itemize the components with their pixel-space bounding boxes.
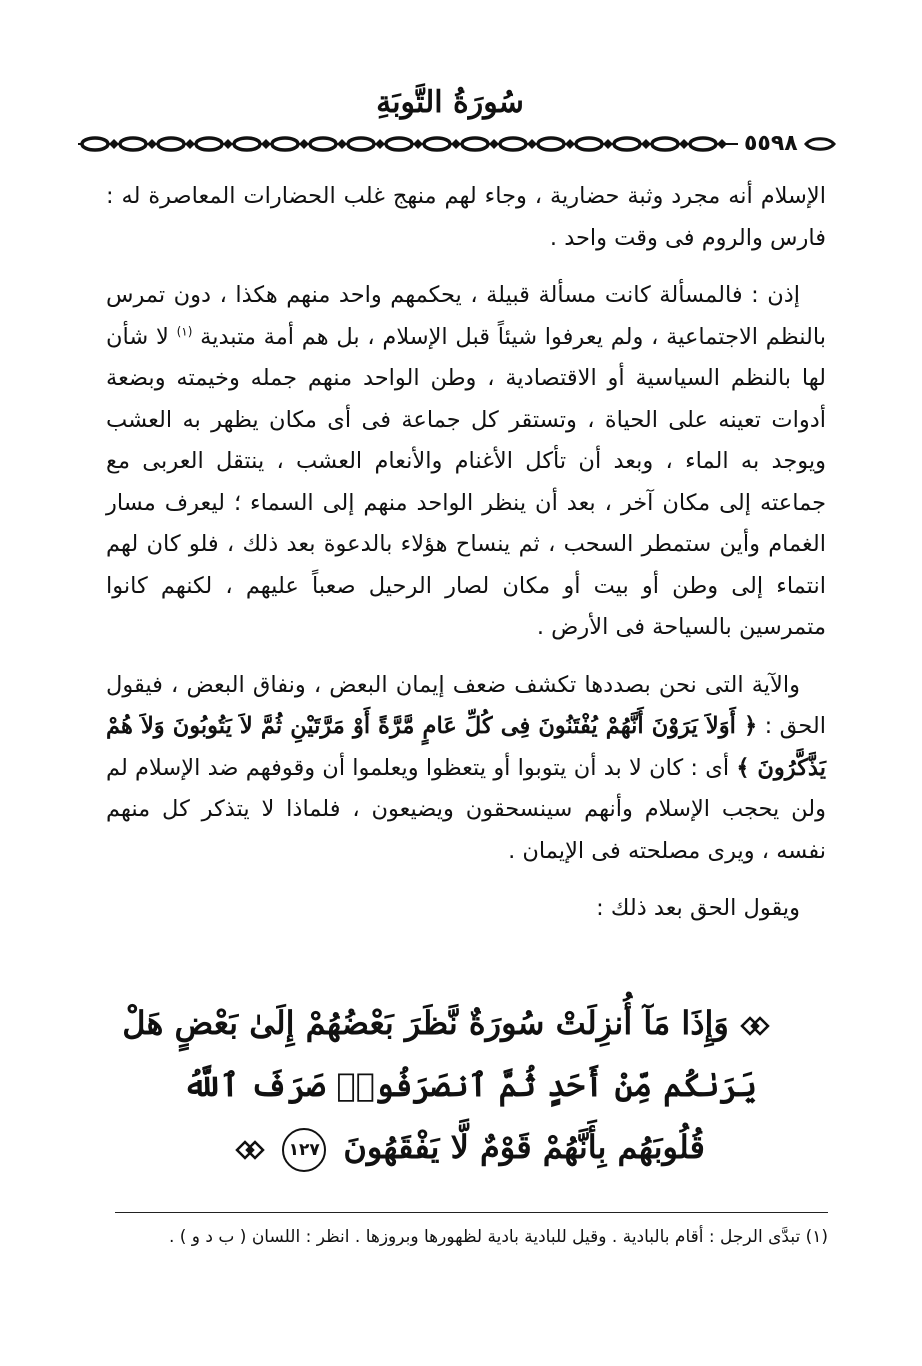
chain-link [576, 138, 602, 150]
chain-diamond [337, 139, 347, 149]
verse-end-ornament-icon [235, 1138, 265, 1162]
verse-line-2: يَرَىٰكُم مِّنْ أَحَدٍ ثُمَّ ٱنصَرَفُوا۟ صَرَفَ ٱللَّهُ [183, 1066, 757, 1104]
chain-diamond [261, 139, 271, 149]
chain-diamond [679, 139, 689, 149]
chain-diamond [185, 139, 195, 149]
chain-link [386, 138, 412, 150]
chain-diamond [641, 139, 651, 149]
decorative-chain-rule [78, 134, 738, 154]
chain-link [538, 138, 564, 150]
quran-verse-block [122, 992, 770, 1178]
footnote-divider [115, 1212, 828, 1213]
main-text [106, 176, 826, 930]
chain-diamond [717, 139, 727, 149]
chain-link [158, 138, 184, 150]
paragraph-1: الإسلام أنه مجرد وثبة حضارية ، وجاء لهم منهج غلب الحضارات المعاصرة له : فارس والروم فى وقت واحد . [106, 183, 826, 251]
surah-header [300, 78, 600, 128]
surah-title: سُورَةُ التَّوبَةِ [376, 85, 524, 120]
chain-link [690, 138, 716, 150]
chain-link [652, 138, 678, 150]
verse-line-1-text: وَإِذَا مَآ أُنزِلَتْ سُورَةٌ نَّظَرَ بَعْضُهُمْ إِلَىٰ بَعْضٍ هَلْ [122, 1004, 729, 1042]
chain-diamond [147, 139, 157, 149]
chain-link [614, 138, 640, 150]
paragraph-4: ويقول الحق بعد ذلك : [596, 895, 800, 921]
chain-link [120, 138, 146, 150]
chain-link [234, 138, 260, 150]
page-number: ٥٥٩٨ [744, 131, 798, 156]
chain-diamond [603, 139, 613, 149]
paragraph-2-text-b: لا شأن لها بالنظم السياسية أو الاقتصادية ، وطن الواحد منهم جمله وخيمته وبضعة أدوات تعينه على الحياة ، وتستقر كل جماعة فى أى مكان يظهر به العشب ويوجد به الماء ، وبعد أن تأكل الأغنام والأنعام العشب ، ينتقل العربى مع جماعته إلى مكان آخر ، بعد أن ينظر الواحد منهم إلى السماء ؛ ليعرف مسار الغمام وأين ستمطر السحب ، ثم ينساح هؤلاء بالدعوة بعد ذلك ، فلو كان لهم انتماء إلى وطن أو بيت أو مكان لصار الرحيل صعباً عليهم ، لكنهم كانوا متمرسين بالسياحة فى الأرض . [106, 323, 826, 640]
chain-diamond [565, 139, 575, 149]
chain-link [424, 138, 450, 150]
chain-link [500, 138, 526, 150]
verse-line-3-text: قُلُوبَهُم بِأَنَّهُمْ قَوْمٌ لَّا يَفْقَهُونَ [343, 1128, 705, 1166]
chain-diamond [299, 139, 309, 149]
chain-diamond [375, 139, 385, 149]
verse-line-3 [170, 1116, 770, 1178]
chain-diamond [223, 139, 233, 149]
verse-line-1 [122, 992, 770, 1054]
ayah-number-badge: ١٢٧ [282, 1128, 326, 1172]
chain-diamond [489, 139, 499, 149]
chain-link [462, 138, 488, 150]
quran-quote-inline: ﴿ أَوَلاَ يَرَوْنَ أَنَّهُمْ يُفْتَنُونَ فِى كُلِّ عَامٍ مَّرَّةً أَوْ مَرَّتَيْنِ ثُمَّ لاَ يَتُوبُونَ وَلاَ هُمْ يَذَّكَّرُونَ ﴾ [106, 713, 826, 781]
chain-link [196, 138, 222, 150]
chain-diamond [451, 139, 461, 149]
chain-diamond [527, 139, 537, 149]
paragraph-2 [106, 275, 826, 649]
chain-link [272, 138, 298, 150]
footnote: (١) تبدَّى الرجل : أقام بالبادية . وقيل للبادية بادية لظهورها وبروزها . انظر : اللسان ( ب د و ) . [168, 1227, 828, 1247]
paragraph-3-text-a: والآية التى نحن بصددها تكشف ضعف إيمان البعض ، ونفاق البعض ، فيقول الحق : [106, 671, 827, 739]
chain-link [82, 138, 108, 150]
verse-start-ornament-icon [740, 1014, 770, 1038]
paragraph-3 [106, 665, 826, 873]
chain-link [348, 138, 374, 150]
page-number-ornament [804, 137, 836, 151]
chain-diamond [413, 139, 423, 149]
footnote-marker: (١) [176, 324, 193, 338]
paragraph-3-text-b: أى : كان لا بد أن يتوبوا أو يتعظوا ويعلموا أن وقوفهم ضد الإسلام لم ولن يحجب الإسلام وأنهم سينسحقون ويضيعون ، فلماذا لا يتذكر كل منهم نفسه ، ويرى مصلحته فى الإيمان . [106, 754, 826, 864]
chain-diamond [109, 139, 119, 149]
chain-link [310, 138, 336, 150]
paragraph-2-text-a: إذن : فالمسألة كانت مسألة قبيلة ، يحكمهم واحد منهم هكذا ، دون تمرس بالنظم الاجتماعية ، ولم يعرفوا شيئاً قبل الإسلام ، بل هم أمة متبدية [106, 282, 827, 350]
